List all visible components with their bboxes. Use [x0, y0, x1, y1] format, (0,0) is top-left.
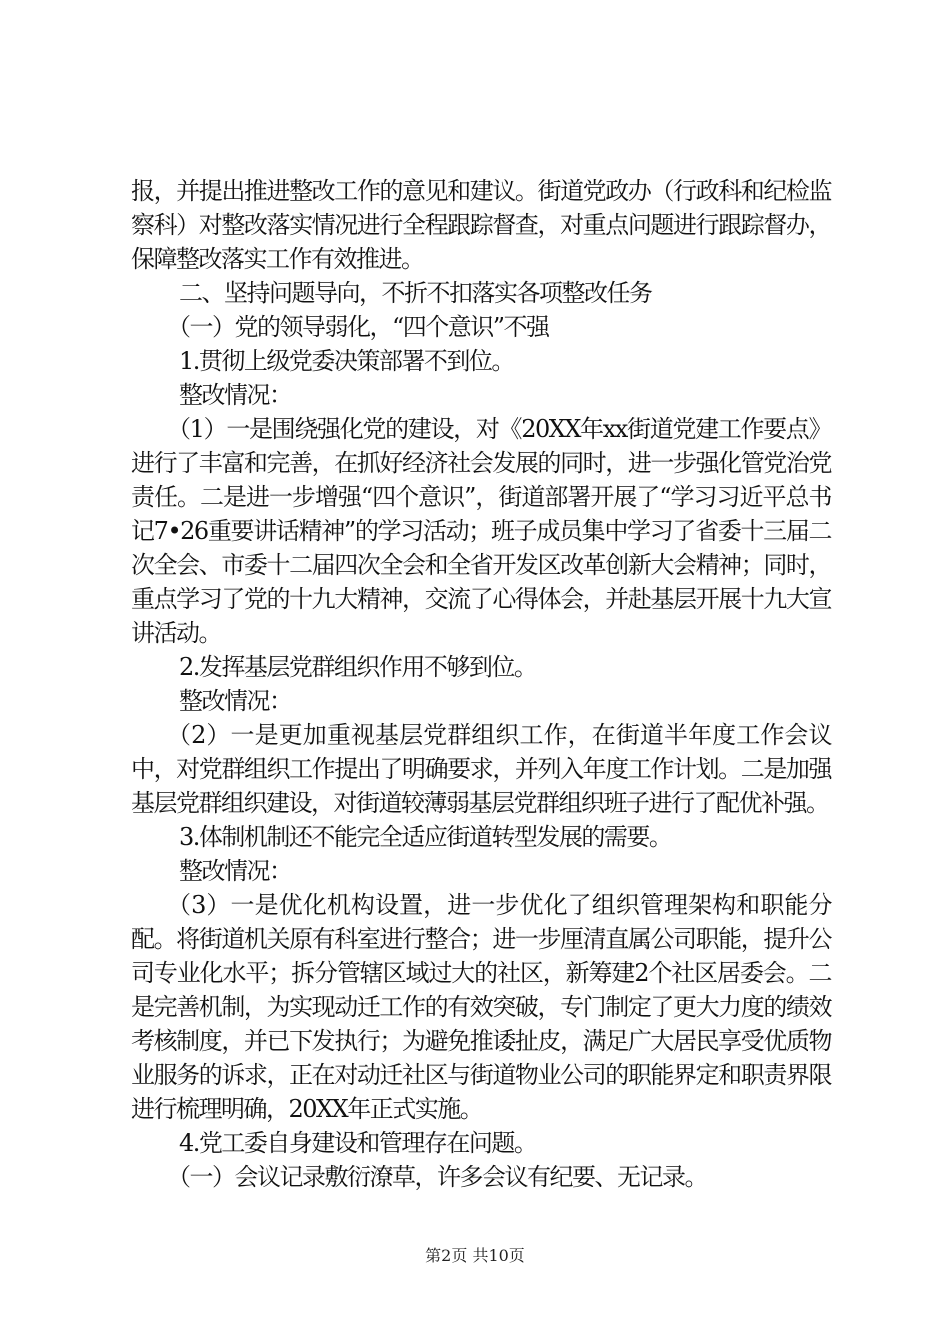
paragraph: （1）一是围绕强化党的建设，对《20XX年xx街道党建工作要点》进行了丰富和完善，在抓好经济社会发展的同时，进一步强化管党治党责任。二是进一步增强“四个意识”，街道部署开展了“学习习近平总书记7•26重要讲话精神”的学习活动；班子成员集中学习了省委十三届二次全会、市委十二届四次全会和全省开发区改革创新大会精神；同时，重点学习了党的十九大精神，交流了心得体会，并赴基层开展十九大宣讲活动。	[131, 415, 831, 647]
subsection-heading: （一）党的领导弱化，“四个意识”不强	[167, 313, 549, 341]
issue-heading: 2.发挥基层党群组织作用不够到位。	[179, 653, 537, 681]
issue-heading: 3.体制机制还不能完全适应街道转型发展的需要。	[179, 823, 672, 851]
rectification-label: 整改情况：	[179, 857, 292, 885]
paragraph: （2）一是更加重视基层党群组织工作，在街道半年度工作会议中，对党群组织工作提出了明确要求，并列入年度工作计划。二是加强基层党群组织建设，对街道较薄弱基层党群组织班子进行了配优补强。	[131, 721, 831, 817]
paragraph: 报，并提出推进整改工作的意见和建议。街道党政办（行政科和纪检监察科）对整改落实情况进行全程跟踪督查，对重点问题进行跟踪督办，保障整改落实工作有效推进。	[131, 177, 831, 273]
document-body	[131, 174, 831, 1194]
issue-heading: 4.党工委自身建设和管理存在问题。	[179, 1129, 537, 1157]
rectification-label: 整改情况：	[179, 687, 292, 715]
subsection-heading: （一）会议记录敷衍潦草，许多会议有纪要、无记录。	[167, 1163, 707, 1191]
issue-heading: 1.贯彻上级党委决策部署不到位。	[179, 347, 514, 375]
rectification-label: 整改情况：	[179, 381, 292, 409]
paragraph: （3）一是优化机构设置，进一步优化了组织管理架构和职能分配。将街道机关原有科室进行整合；进一步厘清直属公司职能，提升公司专业化水平；拆分管辖区域过大的社区，新筹建2个社区居委会。二是完善机制，为实现动迁工作的有效突破，专门制定了更大力度的绩效考核制度，并已下发执行；为避免推诿扯皮，满足广大居民享受优质物业服务的诉求，正在对动迁社区与街道物业公司的职能界定和职责界限进行梳理明确，20XX年正式实施。	[131, 891, 831, 1123]
section-heading: 二、坚持问题导向，不折不扣落实各项整改任务	[179, 279, 652, 307]
page-number-footer: 第2页 共10页	[425, 1246, 525, 1265]
